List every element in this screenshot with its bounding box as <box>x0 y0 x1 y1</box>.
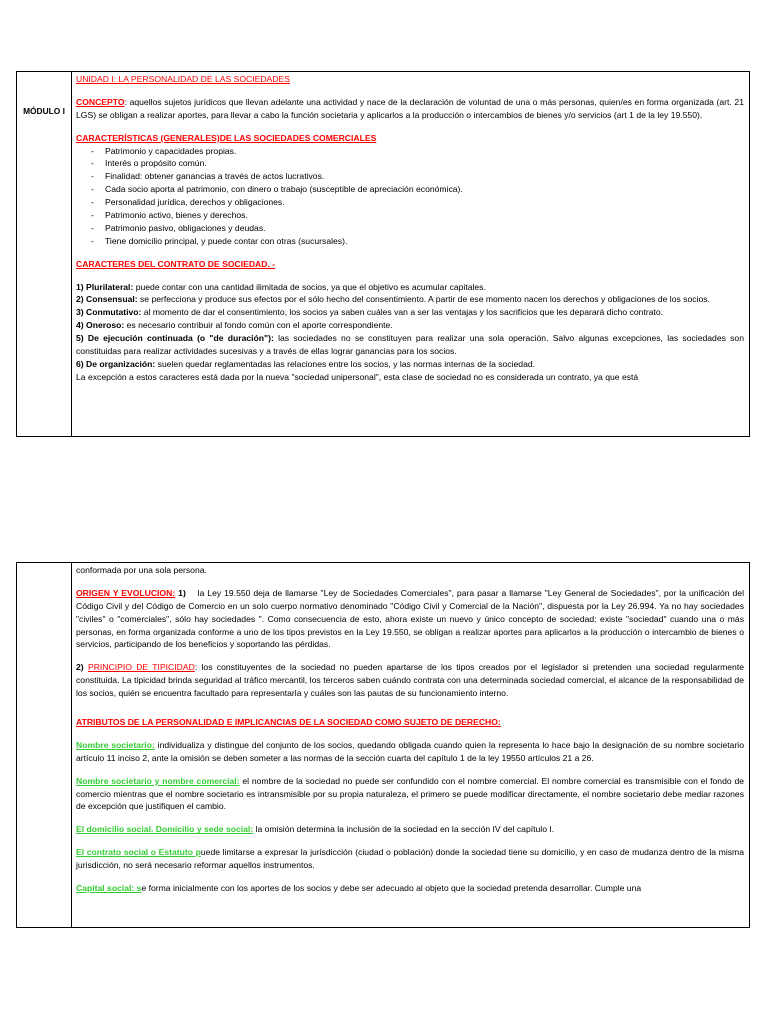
caracter-label: 3) Conmutativo: <box>76 307 142 318</box>
origen-text: la Ley 19.550 deja de llamarse "Ley de Sociedades Comerciales", para pasar a llamarse "Ley General de Sociedades", por la unificación del Código Civil y del Código de Comercio en un solo cuerpo normativo denominado "Código Civil y Comercial de la Nación", dispuesta por la Ley 26.994. Ya no hay sociedades "civiles" o "comerciales", sólo hay sociedades ". Como consecuencia de esto, ahora existe un nuevo y único concepto de sociedad: existe "sociedad" cuando una o más personas, en forma organizada conforme a uno de los tipos previstos en la Ley 19.550, se obligan a realizar aportes para aplicarlos a la producción o intercambio de bienes o servicios, participando de los beneficios y soportando las pérdidas. <box>76 587 744 650</box>
atributo-item <box>76 846 744 872</box>
caracter-item <box>76 306 744 319</box>
origen-label: ORIGEN Y EVOLUCION: <box>76 587 176 598</box>
caracteristicas-heading: CARACTERÍSTICAS (GENERALES)DE LAS SOCIEDADES COMERCIALES <box>76 132 377 143</box>
atributo-item <box>76 739 744 765</box>
atributo-text: uede limitarse a expresar la jurisdicción (ciudad o población) donde la sociedad tiene su domicilio, y en caso de mudanza dentro de la misma jurisdicción, no será necesario reformar aquellos instrumentos. <box>76 847 744 871</box>
principio-text: : los constituyentes de la sociedad no pueden apartarse de los tipos creados por el legislador si pretenden una sociedad regularmente constituida. La tipicidad brinda seguridad al tráfico mercantil, los terceros saben cuándo contrata con una determinada sociedad comercial, el alcance de la responsabilidad de los socios, quién se encuentra facultado para representarla y cuáles son las pautas de su funcionamiento interno. <box>76 662 745 699</box>
atributo-item <box>76 882 744 895</box>
caracter-item <box>76 358 744 371</box>
atributos-heading: ATRIBUTOS DE LA PERSONALIDAD E IMPLICANCIAS DE LA SOCIEDAD COMO SUJETO DE DERECHO: <box>76 717 501 728</box>
list-item: - Patrimonio y capacidades propias. <box>91 145 744 158</box>
concepto-text: : aquellos sujetos jurídicos que llevan adelante una actividad y nace de la declaración de voluntad de una o más personas, quien/es en forma organizada (art. 21 LGS) se obligan a realizar aportes, para llevar a cabo la función societaria y aplicarlos a la producción o intercambios de bienes y/o servicios (art 1 de la ley 19.550). <box>76 96 744 120</box>
list-item: - Personalidad jurídica, derechos y obligaciones. <box>91 196 744 209</box>
caracter-text: se perfecciona y produce sus efectos por el sólo hecho del consentimiento. A partir de ese momento nacen los derechos y obligaciones de los socios. <box>137 294 710 305</box>
atributo-text: e forma inicialmente con los aportes de los socios y debe ser adecuado al objeto que la sociedad pretenda desarrollar. Cumple una <box>141 883 642 894</box>
atributo-item <box>76 823 744 836</box>
excepcion-text: La excepción a estos caracteres está dada por la nueva "sociedad unipersonal", esta clase de sociedad no es considerada un contrato, ya que está <box>76 371 639 382</box>
caracter-label: 2) Consensual: <box>76 294 138 305</box>
unit-title: UNIDAD I: LA PERSONALIDAD DE LAS SOCIEDADES <box>76 74 290 84</box>
caracter-text: es necesario contribuir al fondo común con el aporte correspondiente. <box>124 320 393 331</box>
caracter-label: 5) De ejecución continuada (o "de duración"): <box>76 333 274 344</box>
atributo-text: la omisión determina la inclusión de la sociedad en la sección IV del capítulo I. <box>253 824 555 835</box>
document-page-2 <box>16 562 750 928</box>
atributo-label: Capital social: s <box>76 883 142 894</box>
atributo-label: El contrato social o Estatuto p <box>76 847 201 858</box>
caracter-label: 6) De organización: <box>76 358 156 369</box>
origen-number: 1) <box>175 587 186 598</box>
atributo-text: individualiza y distingue del conjunto de los socios, quedando obligada cuando quien la representa lo hace bajo la designación de su nombre societario artículo 11 inciso 2, ante la omisión se deben someter a las normas de la sección cuarta del capítulo 1 de la ley 19550 artículos 21 a 26. <box>76 739 744 763</box>
caracter-item <box>76 332 744 358</box>
module-column <box>17 72 72 436</box>
document-page-1 <box>16 71 750 437</box>
continuation-text: conformada por una sola persona. <box>76 565 207 575</box>
content-column <box>72 72 749 436</box>
list-item: - Patrimonio pasivo, obligaciones y deudas. <box>91 222 744 235</box>
caracter-text: al momento de dar el consentimiento, los socios ya saben cuáles van a ser las ventajas y los sacrificios que les deparará dicho contrato. <box>141 307 664 318</box>
content-column <box>72 563 749 927</box>
caracteristicas-list <box>76 145 744 248</box>
caracter-item <box>76 281 744 294</box>
principio-label: PRINCIPIO DE TIPICIDAD <box>87 662 195 673</box>
module-column <box>17 563 72 927</box>
caracter-text: suelen quedar reglamentadas las relaciones entre los socios, y las normas internas de la sociedad. <box>155 358 536 369</box>
caracter-text: las sociedades no se constituyen para realizar una sola operación. Salvo algunas excepciones, las sociedades son constituidas para realizar actividades sucesivas y a través de ellas lograr ganancias para los socios. <box>76 333 744 357</box>
concepto-label: CONCEPTO <box>76 96 125 107</box>
list-item: - Finalidad: obtener ganancias a través de actos lucrativos. <box>91 170 744 183</box>
atributo-label: Nombre societario: <box>76 739 155 750</box>
principio-number: 2) <box>76 662 84 673</box>
caracter-label: 4) Oneroso: <box>76 320 125 331</box>
origen-paragraph <box>76 587 744 651</box>
caracter-label: 1) Plurilateral: <box>76 281 134 292</box>
principio-paragraph <box>76 661 744 700</box>
list-item: - Cada socio aporta al patrimonio, con dinero o trabajo (susceptible de apreciación económica). <box>91 183 744 196</box>
atributo-item <box>76 775 744 814</box>
caracter-item <box>76 293 744 306</box>
module-label: MÓDULO I <box>23 106 65 116</box>
list-item: - Patrimonio activo, bienes y derechos. <box>91 209 744 222</box>
atributo-label: Nombre societario y nombre comercial: <box>76 775 240 786</box>
atributo-label: El domicilio social. Domicilio y sede social: <box>76 824 254 835</box>
caracteres-heading: CARACTERES DEL CONTRATO DE SOCIEDAD. - <box>76 258 276 269</box>
list-item: - Interés o propósito común. <box>91 157 744 170</box>
atributo-text: el nombre de la sociedad no puede ser confundido con el nombre comercial. El nombre comercial es transmisible con el fondo de comercio mientras que el nombre societario es intransmisible por su propia naturaleza, el primero se puede modificar directamente, el nombre societario debe mediar razones de excepción que justifiquen el cambio. <box>76 775 745 812</box>
list-item: - Tiene domicilio principal, y puede contar con otras (sucursales). <box>91 235 744 248</box>
caracter-text: puede contar con una cantidad ilimitada de socios, ya que el objetivo es acumular capitales. <box>133 281 486 292</box>
concepto-paragraph <box>76 96 744 122</box>
caracter-item <box>76 319 744 332</box>
